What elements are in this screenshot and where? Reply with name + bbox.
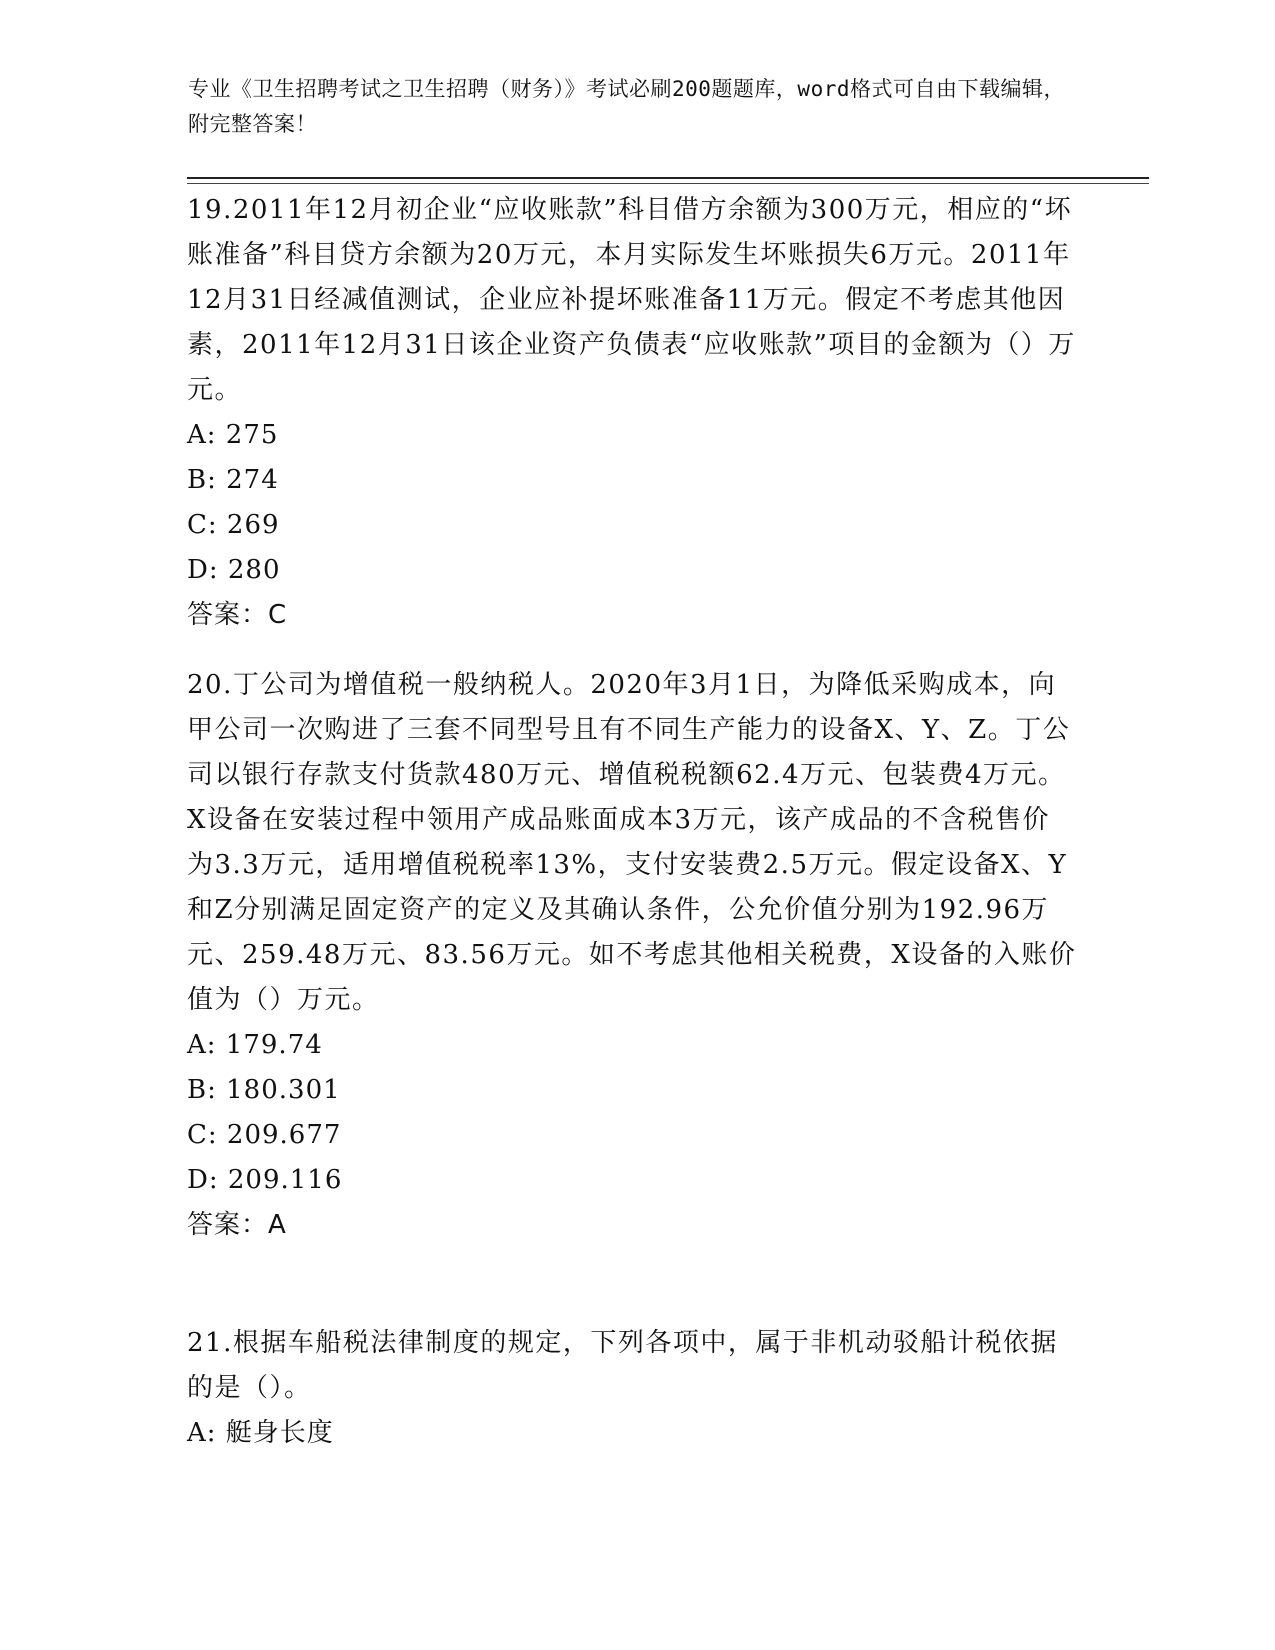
question-20 — [187, 663, 1077, 1248]
option-a: A: 艇身长度 — [187, 1418, 334, 1448]
header-divider-thick — [187, 177, 1149, 179]
question-stem: 21.根据车船税法律制度的规定，下列各项中，属于非机动驳船计税依据的是（）。 — [187, 1328, 1058, 1403]
answer-line: 答案：C — [187, 600, 288, 630]
option-c: C: 269 — [187, 510, 280, 540]
option-b: B: 274 — [187, 465, 279, 495]
question-21 — [187, 1321, 1077, 1456]
answer-line: 答案：A — [187, 1210, 287, 1240]
option-d: D: 209.116 — [187, 1165, 343, 1195]
option-a: A: 179.74 — [187, 1030, 323, 1060]
header-divider-thin — [187, 183, 1149, 184]
question-stem: 20.丁公司为增值税一般纳税人。2020年3月1日，为降低采购成本，向甲公司一次购进了三套不同型号且有不同生产能力的设备X、Y、Z。丁公司以银行存款支付货款480万元、增值税税额62.4万元、包装费4万元。X设备在安装过程中领用产成品账面成本3万元，该产成品的不含税售价为3.3万元，适用增值税税率13%，支付安装费2.5万元。假定设备X、Y和Z分别满足固定资产的定义及其确认条件，公允价值分别为192.96万元、259.48万元、83.56万元。如不考虑其他相关税费，X设备的入账价值为（）万元。 — [187, 670, 1077, 1015]
option-d: D: 280 — [187, 555, 281, 585]
option-b: B: 180.301 — [187, 1075, 341, 1105]
option-c: C: 209.677 — [187, 1120, 342, 1150]
question-19 — [187, 188, 1077, 638]
document-header: 专业《卫生招聘考试之卫生招聘（财务）》考试必刷200题题库，word格式可自由下载编辑，附完整答案！ — [188, 77, 1065, 136]
question-stem: 19.2011年12月初企业“应收账款”科目借方余额为300万元，相应的“坏账准备”科目贷方余额为20万元，本月实际发生坏账损失6万元。2011年12月31日经减值测试，企业应补提坏账准备11万元。假定不考虑其他因素，2011年12月31日该企业资产负债表“应收账款”项目的金额为（）万元。 — [187, 195, 1076, 405]
option-a: A: 275 — [187, 420, 279, 450]
